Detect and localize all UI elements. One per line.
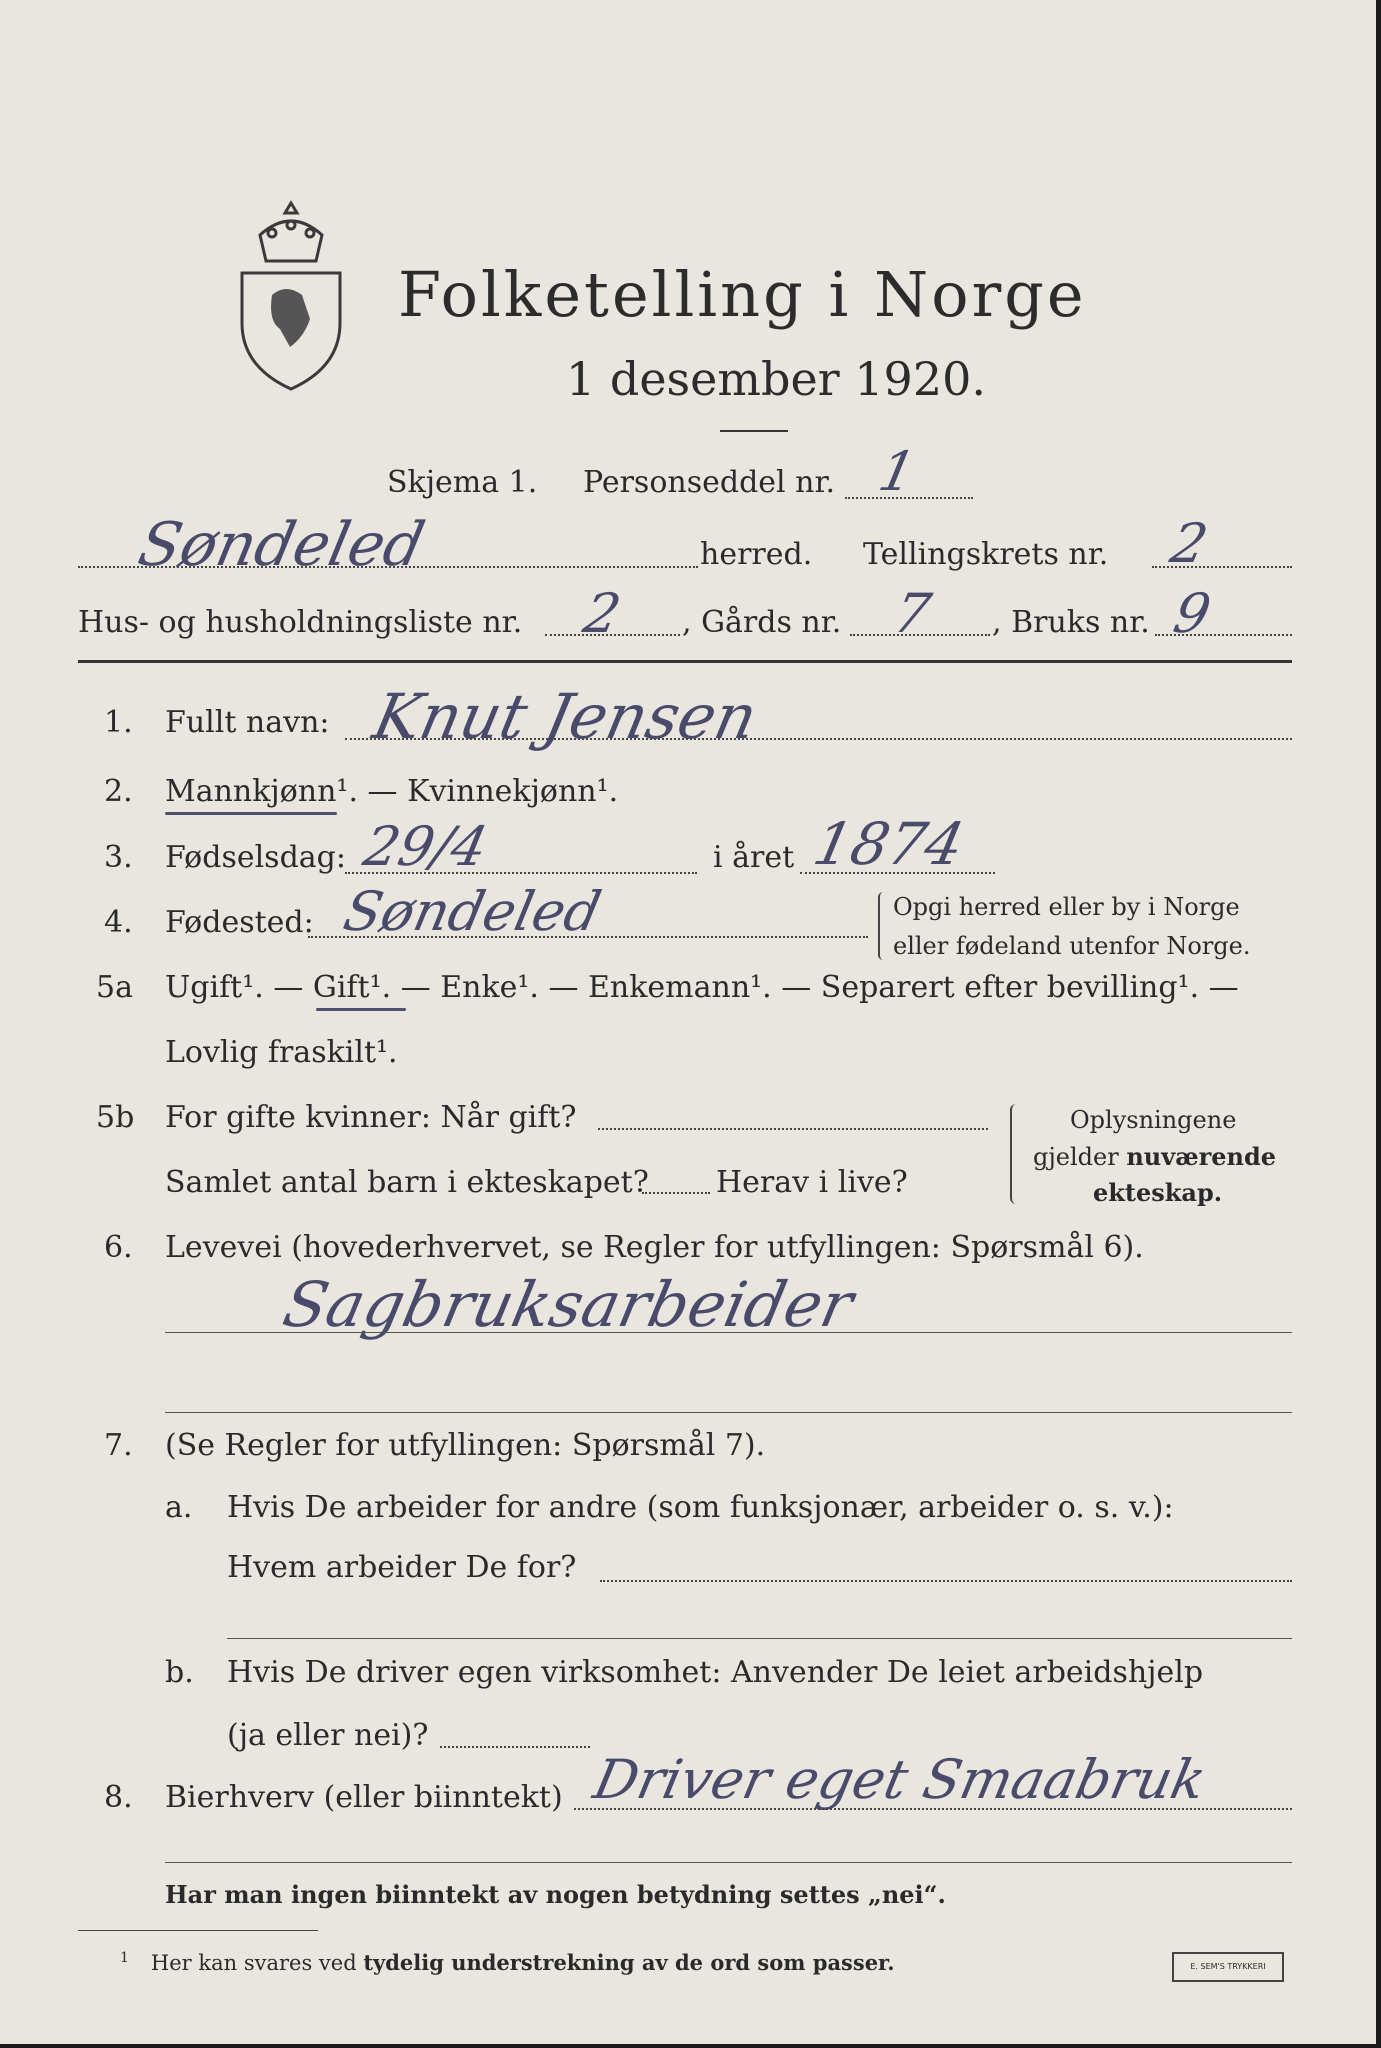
q1-label: Fullt navn: [165, 705, 330, 740]
q6-number: 6. [104, 1230, 133, 1265]
q5b-note-3: ekteskap. [1093, 1178, 1223, 1207]
form-title: Folketelling i Norge [398, 258, 1087, 331]
gards-value[interactable]: 7 [888, 582, 937, 645]
mannkjonn-underline [165, 812, 337, 815]
q7a-line1: Hvis De arbeider for andre (som funksjonær, arbeider o. s. v.): [227, 1490, 1174, 1525]
q7-label: (Se Regler for utfyllingen: Spørsmål 7). [165, 1428, 766, 1463]
q5b-line2a: Samlet antal barn i ekteskapet? [165, 1165, 649, 1200]
q5b-note-2b: nuværende [1126, 1142, 1277, 1171]
q3-number: 3. [104, 840, 133, 875]
full-name-value[interactable]: Knut Jensen [367, 680, 764, 753]
q4-note-2: eller fødeland utenfor Norge. [893, 932, 1251, 960]
footnote-text-a: Her kan svares ved [150, 1951, 364, 1975]
birth-year-value[interactable]: 1874 [807, 810, 970, 878]
personseddel-line [845, 497, 973, 499]
footer-divider [78, 1930, 318, 1931]
q4-label: Fødested: [165, 905, 314, 940]
q5b-brace [1010, 1104, 1022, 1204]
birthday-value[interactable]: 29/4 [358, 815, 493, 878]
q7-number: 7. [104, 1428, 133, 1463]
footnote-text-b: tydelig understrekning av de ord som passer. [363, 1950, 895, 1975]
hus-value[interactable]: 2 [578, 582, 627, 645]
herred-value[interactable]: Søndeled [132, 510, 431, 580]
q3-line [345, 872, 697, 874]
year-line [800, 872, 995, 874]
hus-label: Hus- og husholdningsliste nr. [78, 605, 523, 640]
hus-line [545, 634, 680, 636]
q7a-letter: a. [165, 1490, 193, 1525]
q8-label: Bierhverv (eller biinntekt) [165, 1780, 563, 1815]
personseddel-value[interactable]: 1 [873, 440, 922, 503]
employer-line[interactable] [600, 1580, 1292, 1582]
birthplace-value[interactable]: Søndeled [338, 880, 607, 943]
q1-line [345, 738, 1292, 740]
q2-label: Mannkjønn¹. — Kvinnekjønn¹. [165, 774, 619, 809]
q5b-note-1: Oplysningene [1070, 1106, 1237, 1134]
tellingskrets-label: Tellingskrets nr. [863, 537, 1109, 572]
q7a-line2: Hvem arbeider De for? [227, 1550, 577, 1585]
year-label: i året [713, 840, 795, 875]
census-date: 1 desember 1920. [566, 352, 986, 406]
q4-note-1: Opgi herred eller by i Norge [893, 893, 1240, 921]
q5a-number: 5a [96, 970, 133, 1005]
q6-line-1 [165, 1332, 1292, 1333]
q6-label: Levevei (hovederhvervet, se Regler for utfyllingen: Spørsmål 6). [165, 1230, 1144, 1265]
no-income-note: Har man ingen biinntekt av nogen betydning settes „nei“. [165, 1880, 946, 1909]
herred-label: herred. [700, 537, 813, 572]
gift-underline [316, 1008, 406, 1011]
q4-brace [878, 892, 888, 960]
bruks-label: , Bruks nr. [992, 605, 1150, 640]
q5a-line2: Lovlig fraskilt¹. [165, 1035, 398, 1070]
footnote [120, 1950, 895, 1975]
tellingskrets-line [1152, 566, 1292, 568]
q3-label: Fødselsdag: [165, 840, 346, 875]
q5b-line2b: Herav i live? [716, 1165, 908, 1200]
q1-number: 1. [104, 705, 133, 740]
side-occupation-value[interactable]: Driver eget Smaabruk [588, 1748, 1212, 1811]
q7b-line1: Hvis De driver egen virksomhet: Anvender De leiet arbeidshjelp [227, 1655, 1204, 1690]
q5b-number: 5b [96, 1100, 135, 1135]
hired-help-line[interactable] [440, 1746, 590, 1748]
children-count-line[interactable] [642, 1192, 710, 1194]
tellingskrets-value[interactable]: 2 [1165, 512, 1214, 575]
q7b-line2: (ja eller nei)? [227, 1718, 429, 1753]
q5b-note-2 [1033, 1142, 1276, 1171]
gards-label: , Gårds nr. [682, 605, 842, 640]
q7a-extra-line [227, 1638, 1292, 1639]
bruks-value[interactable]: 9 [1168, 582, 1217, 645]
q7b-letter: b. [165, 1655, 194, 1690]
q4-line [308, 936, 868, 938]
q4-number: 4. [104, 905, 133, 940]
norway-coat-of-arms-icon [232, 195, 350, 395]
q5b-note-2a: gjelder [1033, 1143, 1127, 1171]
q5b-line1: For gifte kvinner: Når gift? [165, 1100, 577, 1135]
skjema-label: Skjema 1. [387, 465, 538, 500]
married-date-line[interactable] [598, 1128, 988, 1130]
personseddel-label: Personseddel nr. [583, 465, 836, 500]
q2-number: 2. [104, 774, 133, 809]
gards-line [850, 634, 990, 636]
footnote-mark: 1 [120, 1950, 129, 1966]
printer-stamp: E. SEM'S TRYKKERI [1172, 1952, 1284, 1982]
section-divider [78, 660, 1292, 663]
header-divider [720, 430, 788, 432]
q8-line [574, 1808, 1292, 1810]
q8-number: 8. [104, 1780, 133, 1815]
occupation-value[interactable]: Sagbruksarbeider [277, 1268, 860, 1341]
q8-extra-line [165, 1862, 1292, 1863]
herred-line [78, 566, 698, 568]
q6-line-2 [165, 1412, 1292, 1413]
bruks-line [1155, 634, 1292, 636]
q5a-line1: Ugift¹. — Gift¹. — Enke¹. — Enkemann¹. — Separert efter bevilling¹. — [165, 970, 1239, 1005]
